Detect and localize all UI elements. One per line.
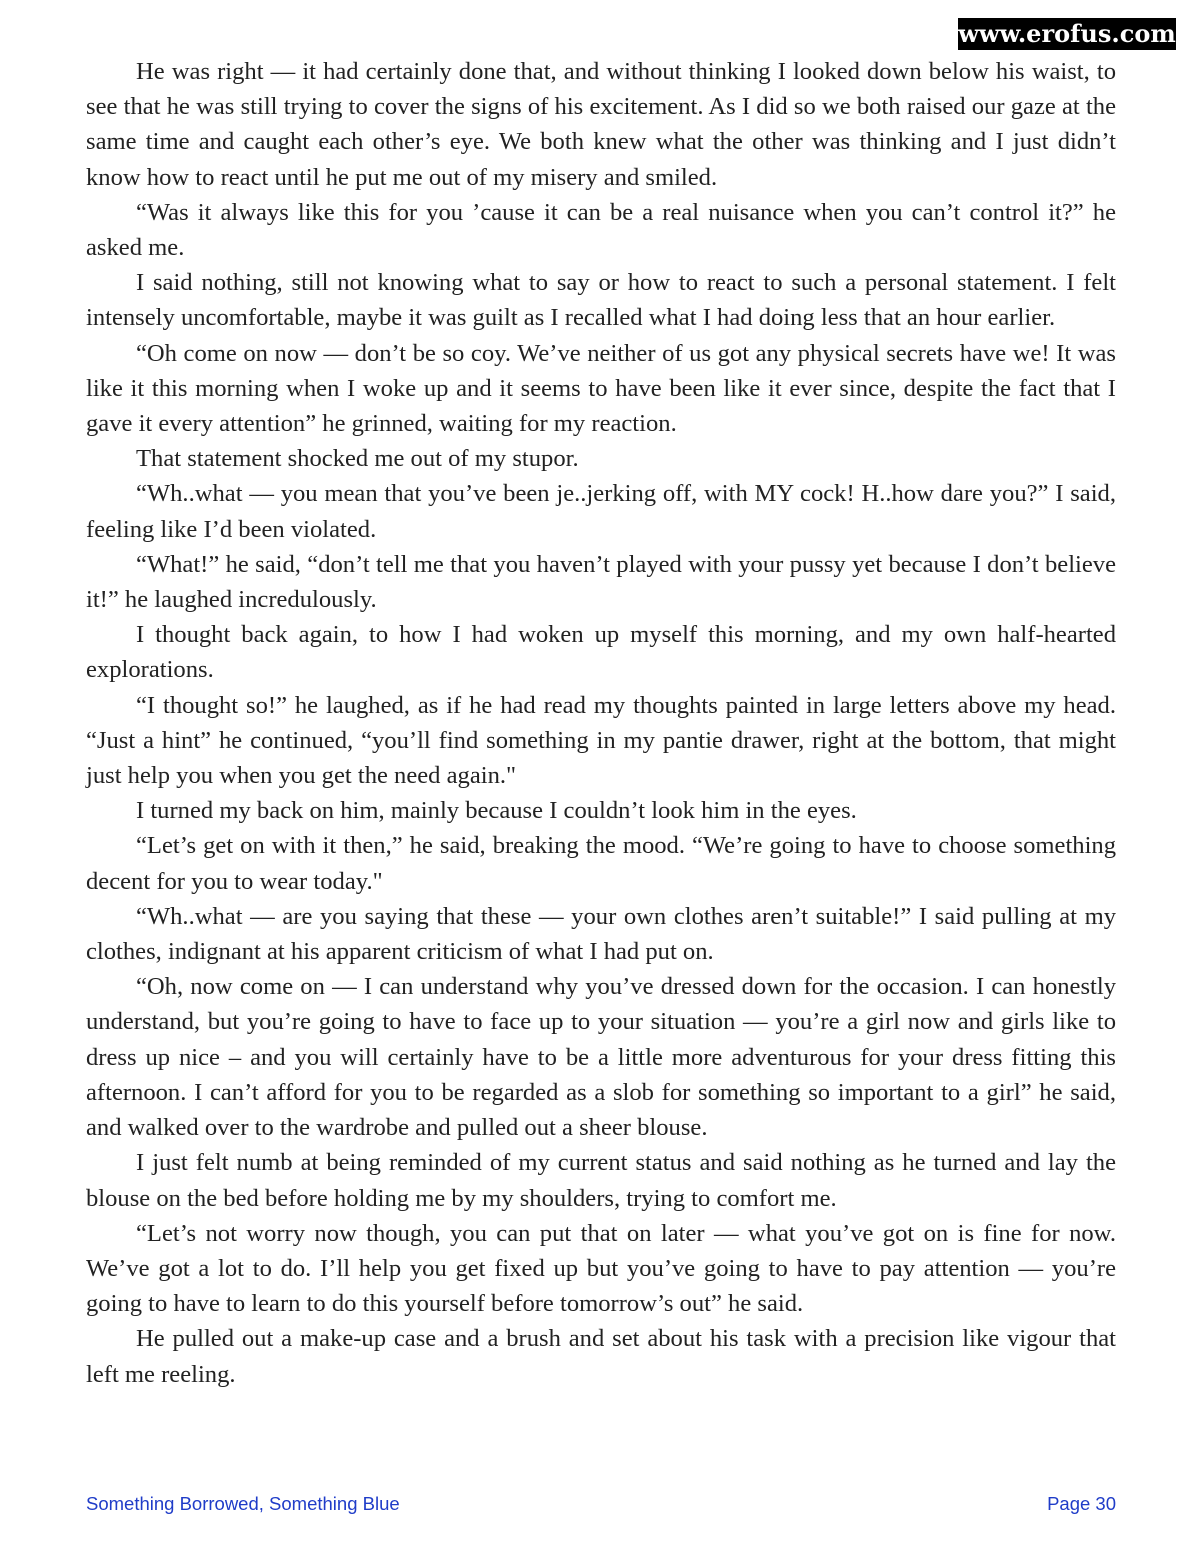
paragraph: I turned my back on him, mainly because I couldn’t look him in the eyes. bbox=[136, 797, 857, 825]
paragraph: “Was it always like this for you ’cause it can be a real nuisance when you can’t control it?” he asked me. bbox=[86, 198, 1116, 262]
paragraph: “Let’s not worry now though, you can put that on later — what you’ve got on is fine for now. We’ve got a lot to do. I’ll help you get fixed up but you’ve going to have to pay attention — you’re going to have to learn to do this yourself before tomorrow’s out” he said. bbox=[86, 1219, 1116, 1318]
paragraph: I said nothing, still not knowing what to say or how to react to such a personal statement. I felt intensely uncomfortable, maybe it was guilt as I recalled what I had doing less that an hour earlier. bbox=[86, 269, 1116, 332]
paragraph: I just felt numb at being reminded of my current status and said nothing as he turned and lay the blouse on the bed before holding me by my shoulders, trying to comfort me. bbox=[86, 1149, 1116, 1212]
page-footer bbox=[86, 1493, 1116, 1521]
paragraph: “Let’s get on with it then,” he said, breaking the mood. “We’re going to have to choose something decent for you to wear today." bbox=[86, 832, 1116, 895]
footer-page-number: Page 30 bbox=[1047, 1493, 1116, 1514]
paragraph: “Oh, now come on — I can understand why you’ve dressed down for the occasion. I can honestly understand, but you’re going to have to face up to your situation — you’re a girl now and girls like to dress up nice – and you will certainly have to be a little more adventurous for your dress fitting this afternoon. I can’t afford for you to be regarded as a slob for something so important to a girl” he said, and walked over to the wardrobe and pulled out a sheer blouse. bbox=[86, 973, 1116, 1142]
paragraph: He pulled out a make-up case and a brush and set about his task with a precision like vigour that left me reeling. bbox=[86, 1325, 1116, 1388]
paragraph: That statement shocked me out of my stupor. bbox=[136, 445, 579, 473]
paragraph: “Wh..what — are you saying that these — your own clothes aren’t suitable!” I said pulling at my clothes, indignant at his apparent criticism of what I had put on. bbox=[86, 902, 1116, 966]
page-body bbox=[86, 54, 1116, 1392]
paragraph: “Wh..what — you mean that you’ve been je..jerking off, with MY cock! H..how dare you?” I said, feeling like I’d been violated. bbox=[86, 480, 1116, 543]
watermark: www.erofus.com bbox=[958, 19, 1176, 48]
paragraph: I thought back again, to how I had woken up myself this morning, and my own half-hearted explorations. bbox=[86, 621, 1116, 684]
paragraph: “What!” he said, “don’t tell me that you haven’t played with your pussy yet because I don’t believe it!” he laughed incredulously. bbox=[86, 550, 1116, 614]
paragraph: “I thought so!” he laughed, as if he had read my thoughts painted in large letters above my head. “Just a hint” he continued, “you’ll find something in my pantie drawer, right at the bottom, that might just help you when you get the need again." bbox=[86, 691, 1116, 790]
footer-book-title: Something Borrowed, Something Blue bbox=[86, 1493, 400, 1514]
paragraph: “Oh come on now — don’t be so coy. We’ve neither of us got any physical secrets have we! It was like it this morning when I woke up and it seems to have been like it ever since, despite the fact that I gave it every attention” he grinned, waiting for my reaction. bbox=[86, 339, 1116, 438]
paragraph: He was right — it had certainly done that, and without thinking I looked down below his waist, to see that he was still trying to cover the signs of his excitement. As I did so we both raised our gaze at the same time and caught each other’s eye. We both knew what the other was thinking and I just didn’t know how to react until he put me out of my misery and smiled. bbox=[86, 58, 1116, 191]
